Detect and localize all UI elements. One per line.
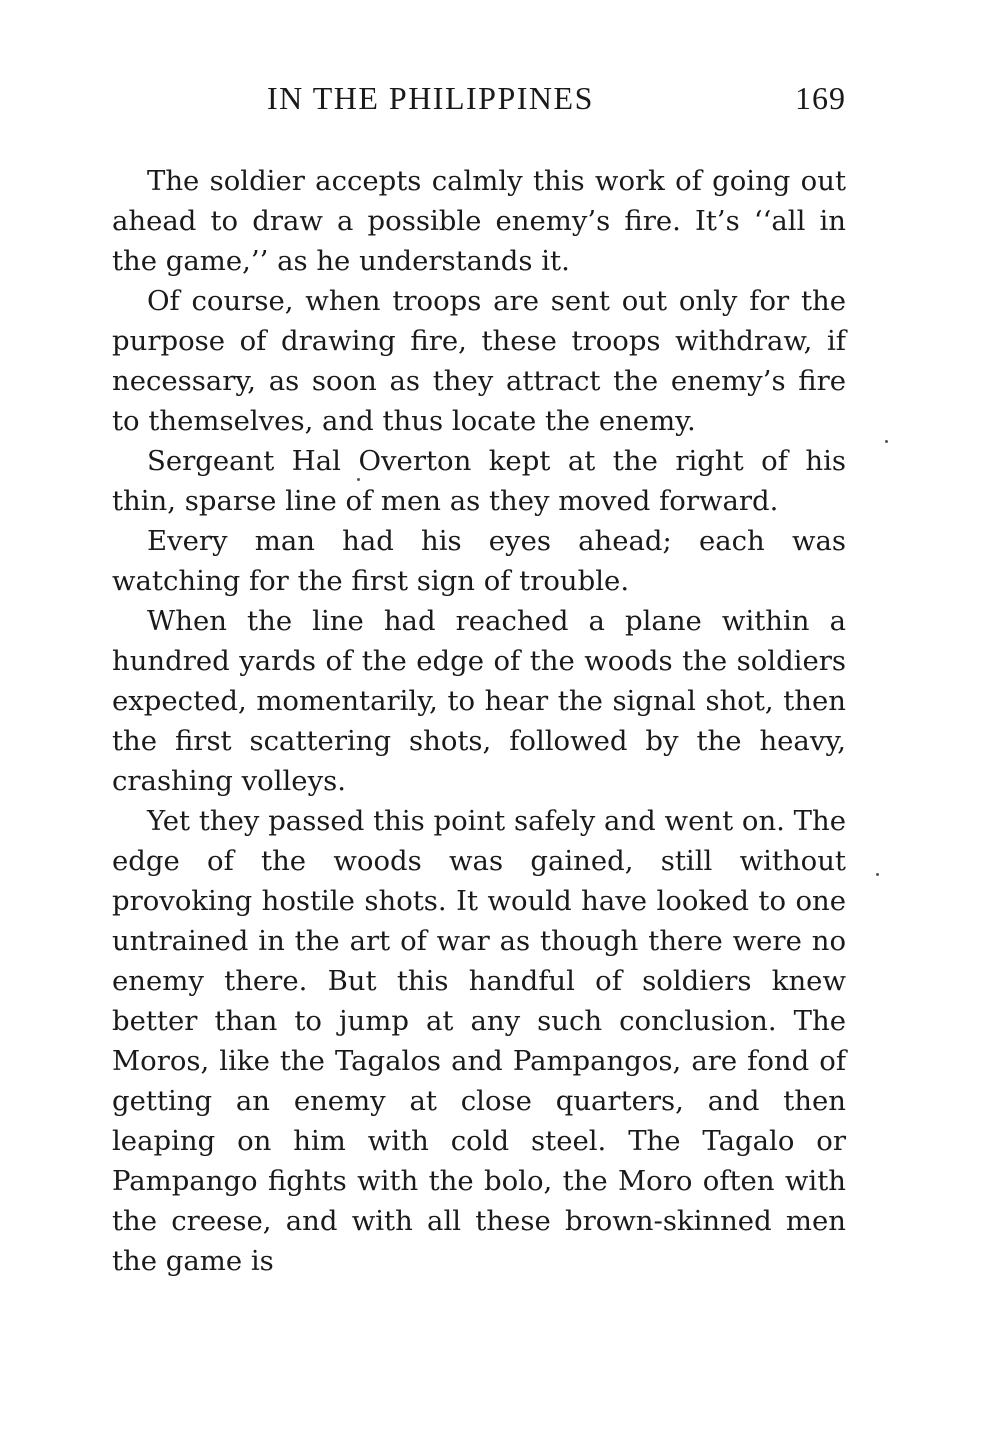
running-head (112, 78, 846, 118)
print-speck (876, 873, 879, 876)
running-title: IN THE PHILIPPINES (267, 80, 594, 116)
paragraph-edge-of-woods: Yet they passed this point safely and went on. The edge of the woods was gained, still without provoking hostile shots. It would have looked to one untrained in the art of war as though there were no enemy there. But this handful of soldiers knew better than to jump at any such conclusion. The Moros, like the Tagalos and Pampangos, are fond of getting an enemy at close quarters, and then leaping on him with cold steel. The Tagalo or Pampango fights with the bolo, the Moro often with the creese, and with all these brown-skinned men the game is (112, 805, 846, 1277)
body-text (112, 161, 846, 1281)
paragraph-eyes-ahead: Every man had his eyes ahead; each was watching for the first sign of trouble. (112, 525, 846, 597)
paragraph-drawing-fire: Of course, when troops are sent out only for the purpose of drawing fire, these troops withdraw, if necessary, as soon as they attract the enemy’s fire to themselves, and thus locate the enemy. (112, 285, 846, 437)
paragraph-expected-volleys: When the line had reached a plane within a hundred yards of the edge of the woods the soldiers expected, momentarily, to hear the signal shot, then the first scattering shots, followed by the heavy, crashing volleys. (112, 605, 846, 797)
print-speck (885, 440, 888, 443)
paragraph-going-out-ahead: The soldier accepts calmly this work of going out ahead to draw a possible enemy’s fire. It’s ‘‘all in the game,’’ as he understands it. (112, 165, 846, 277)
print-speck (357, 478, 360, 481)
page-number: 169 (795, 80, 846, 116)
paragraph-sergeant-overton: Sergeant Hal Overton kept at the right of his thin, sparse line of men as they moved forward. (112, 445, 846, 517)
